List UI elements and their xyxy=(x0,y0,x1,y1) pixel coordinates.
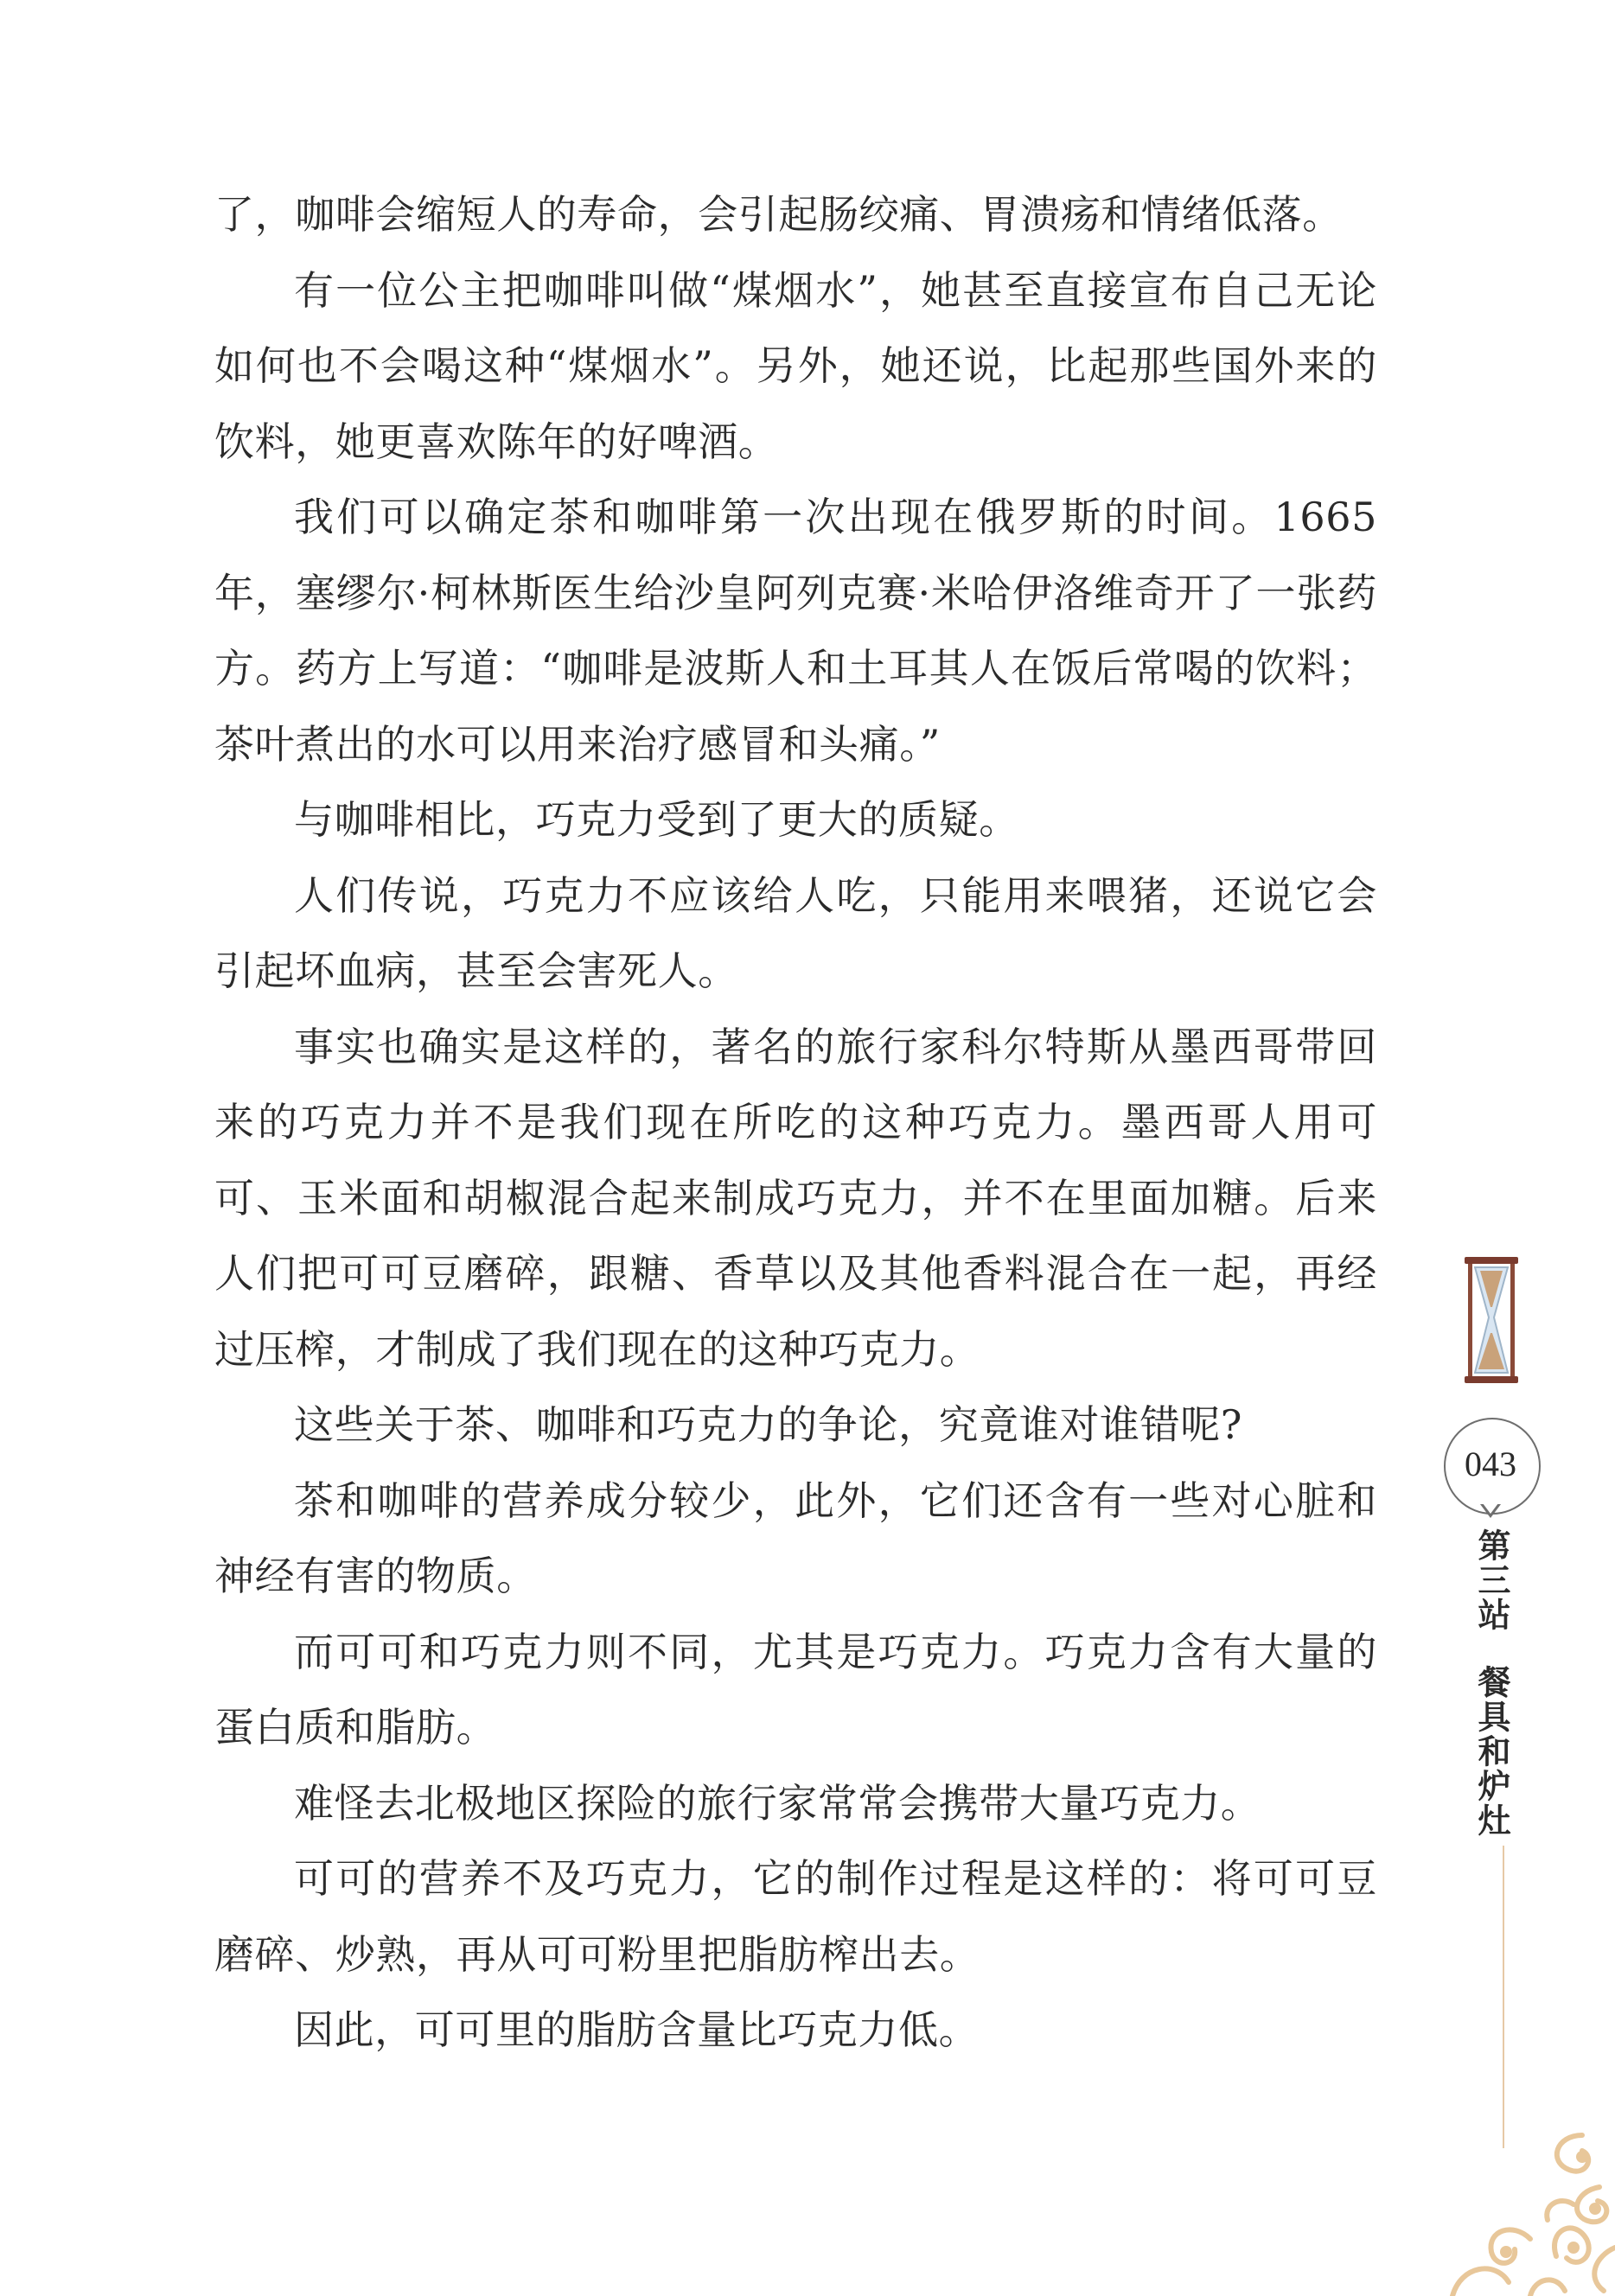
paragraph-2: 有一位公主把咖啡叫做“煤烟水”，她甚至直接宣布自己无论如何也不会喝这种“煤烟水”。另外，她还说，比起那些国外来的饮料，她更喜欢陈年的好啤酒。 xyxy=(214,266,1377,465)
paragraph-4: 与咖啡相比，巧克力受到了更大的质疑。 xyxy=(294,796,1019,843)
chapter-station: 第三站 xyxy=(1472,1528,1510,1632)
paragraph-12: 因此，可可里的脂肪含量比巧克力低。 xyxy=(294,2006,980,2053)
paragraph-1: 了，咖啡会缩短人的寿命，会引起肠绞痛、胃溃疡和情绪低落。 xyxy=(214,191,1343,238)
paragraph-8: 茶和咖啡的营养成分较少，此外，它们还含有一些对心脏和神经有害的物质。 xyxy=(214,1476,1377,1599)
page-number: 043 xyxy=(1465,1445,1516,1483)
paragraph-11: 可可的营养不及巧克力，它的制作过程是这样的：将可可豆磨碎、炒熟，再从可可粉里把脂肪榨出去。 xyxy=(214,1855,1377,1978)
paragraph-9: 而可可和巧克力则不同，尤其是巧克力。巧克力含有大量的蛋白质和脂肪。 xyxy=(214,1628,1377,1751)
ornament-decoration-icon xyxy=(1401,2109,1615,2296)
chapter-title: 餐具和炉灶 xyxy=(1472,1665,1510,1838)
paragraph-3: 我们可以确定茶和咖啡第一次出现在俄罗斯的时间。1665年，塞缪尔·柯林斯医生给沙皇阿列克赛·米哈伊洛维奇开了一张药方。药方上写道：“咖啡是波斯人和土耳其人在饭后常喝的饮料；茶叶煮出的水可以用来治疗感冒和头痛。” xyxy=(214,494,1377,768)
paragraph-7: 这些关于茶、咖啡和巧克力的争论，究竟谁对谁错呢? xyxy=(294,1401,1243,1448)
side-accent-line xyxy=(1503,1846,1504,2148)
paragraph-6: 事实也确实是这样的，著名的旅行家科尔特斯从墨西哥带回来的巧克力并不是我们现在所吃的这种巧克力。墨西哥人用可可、玉米面和胡椒混合起来制成巧克力，并不在里面加糖。后来人们把可可豆磨碎，跟糖、香草以及其他香料混合在一起，再经过压榨，才制成了我们现在的这种巧克力。 xyxy=(214,1023,1377,1373)
body-text xyxy=(214,177,1377,2069)
hourglass-icon xyxy=(1461,1255,1522,1385)
chapter-label xyxy=(1461,1528,1522,1838)
paragraph-5: 人们传说，巧克力不应该给人吃，只能用来喂猪，还说它会引起坏血病，甚至会害死人。 xyxy=(214,871,1377,994)
paragraph-10: 难怪去北极地区探险的旅行家常常会携带大量巧克力。 xyxy=(294,1779,1261,1827)
